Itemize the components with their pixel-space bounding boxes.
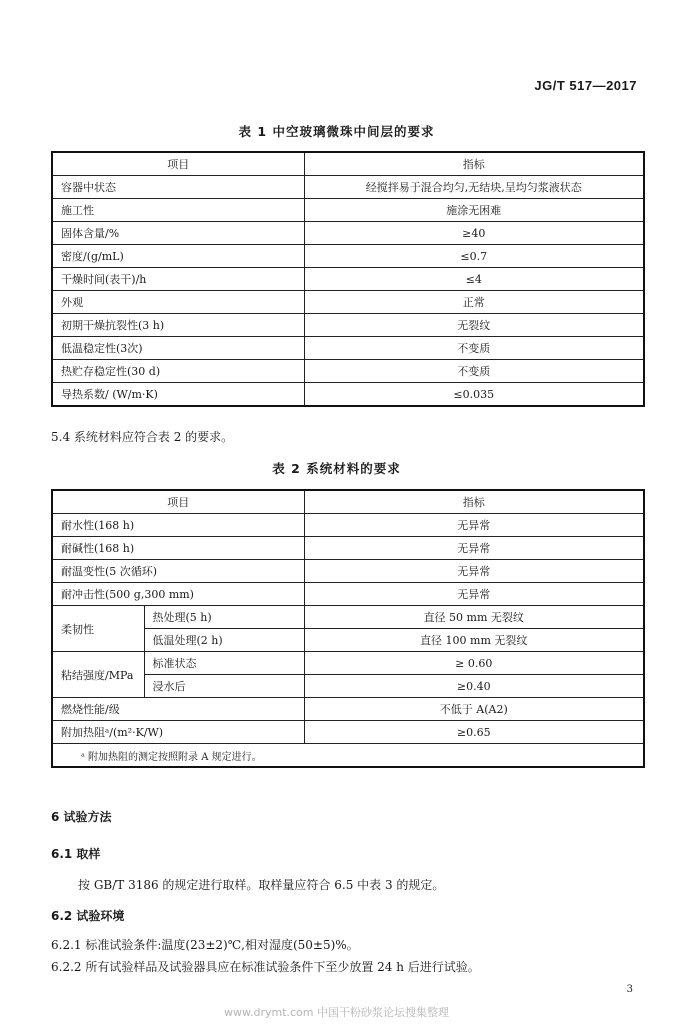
flexibility-label: 柔韧性 — [52, 606, 144, 652]
value-cell: 正常 — [304, 291, 644, 314]
table2-header-item: 项目 — [52, 490, 304, 514]
value-cell: ≥ 0.60 — [304, 652, 644, 675]
value-cell: 施涂无困难 — [304, 199, 644, 222]
value-cell: 无裂纹 — [304, 314, 644, 337]
table-row — [52, 314, 644, 337]
value-cell: 直径 100 mm 无裂纹 — [304, 629, 644, 652]
table1 — [51, 151, 645, 407]
page-number: 3 — [626, 984, 633, 995]
bond-strength-label: 粘结强度/MPa — [52, 652, 144, 698]
watermark-text: www.drymt.com 中国干粉砂浆论坛搜集整理 — [223, 1006, 449, 1019]
value-cell: ≥40 — [304, 222, 644, 245]
sub-item-cell: 标准状态 — [144, 652, 304, 675]
table-row — [52, 199, 644, 222]
value-cell: ≤4 — [304, 268, 644, 291]
table2-header-row — [52, 490, 644, 514]
item-cell: 耐碱性(168 h) — [52, 537, 304, 560]
sub-item-cell: 浸水后 — [144, 675, 304, 698]
table2 — [51, 489, 645, 768]
value-cell: 无异常 — [304, 583, 644, 606]
section-6-title: 6 试验方法 — [51, 810, 112, 824]
item-cell: 热贮存稳定性(30 d) — [52, 360, 304, 383]
item-cell: 燃烧性能/级 — [52, 698, 304, 721]
table1-header-index: 指标 — [304, 152, 644, 176]
sub-item-cell: 低温处理(2 h) — [144, 629, 304, 652]
table-row — [52, 698, 644, 721]
sub-item-cell: 热处理(5 h) — [144, 606, 304, 629]
value-cell: 直径 50 mm 无裂纹 — [304, 606, 644, 629]
value-cell: 不变质 — [304, 337, 644, 360]
value-cell: 无异常 — [304, 560, 644, 583]
table-row — [52, 514, 644, 537]
item-cell: 密度/(g/mL) — [52, 245, 304, 268]
table-row — [52, 383, 644, 407]
table-row — [52, 245, 644, 268]
section-6-1-title: 6.1 取样 — [51, 847, 101, 861]
table-row — [52, 721, 644, 744]
item-cell: 施工性 — [52, 199, 304, 222]
item-cell: 耐水性(168 h) — [52, 514, 304, 537]
table1-title: 表 1 中空玻璃微珠中间层的要求 — [238, 124, 435, 139]
standard-code: JG/T 517—2017 — [534, 78, 637, 93]
item-cell: 附加热阻ᵃ/(m²·K/W) — [52, 721, 304, 744]
item-cell: 干燥时间(表干)/h — [52, 268, 304, 291]
table2-title: 表 2 系统材料的要求 — [272, 461, 401, 476]
item-cell: 耐温变性(5 次循环) — [52, 560, 304, 583]
table1-header-item: 项目 — [52, 152, 304, 176]
table-row — [52, 606, 644, 629]
item-cell: 低温稳定性(3次) — [52, 337, 304, 360]
item-cell: 容器中状态 — [52, 176, 304, 199]
table2-footnote-row — [52, 744, 644, 768]
item-cell: 外观 — [52, 291, 304, 314]
table-row — [52, 268, 644, 291]
table2-header-index: 指标 — [304, 490, 644, 514]
table-row — [52, 291, 644, 314]
clause-5-4: 5.4 系统材料应符合表 2 的要求。 — [51, 430, 234, 444]
value-cell: ≥0.65 — [304, 721, 644, 744]
value-cell: 无异常 — [304, 537, 644, 560]
value-cell: 不低于 A(A2) — [304, 698, 644, 721]
table-row — [52, 583, 644, 606]
value-cell: ≤0.035 — [304, 383, 644, 407]
section-6-2-2: 6.2.2 所有试验样品及试验器具应在标准试验条件下至少放置 24 h 后进行试验。 — [51, 960, 480, 974]
item-cell: 固体含量/% — [52, 222, 304, 245]
item-cell: 初期干燥抗裂性(3 h) — [52, 314, 304, 337]
value-cell: 经搅拌易于混合均匀,无结块,呈均匀浆液状态 — [304, 176, 644, 199]
table-row — [52, 652, 644, 675]
section-6-2-1: 6.2.1 标准试验条件:温度(23±2)℃,相对湿度(50±5)%。 — [51, 938, 359, 952]
table-row — [52, 360, 644, 383]
value-cell: ≥0.40 — [304, 675, 644, 698]
table-row — [52, 537, 644, 560]
table-row — [52, 222, 644, 245]
value-cell: ≤0.7 — [304, 245, 644, 268]
table1-header-row — [52, 152, 644, 176]
table2-footnote: ᵃ 附加热阻的测定按照附录 A 规定进行。 — [52, 744, 644, 768]
table-row — [52, 176, 644, 199]
table-row — [52, 337, 644, 360]
item-cell: 导热系数/ (W/m·K) — [52, 383, 304, 407]
section-6-2-title: 6.2 试验环境 — [51, 909, 125, 923]
value-cell: 无异常 — [304, 514, 644, 537]
item-cell: 耐冲击性(500 g,300 mm) — [52, 583, 304, 606]
table-row — [52, 560, 644, 583]
section-6-1-text: 按 GB/T 3186 的规定进行取样。取样量应符合 6.5 中表 3 的规定。 — [78, 878, 445, 892]
value-cell: 不变质 — [304, 360, 644, 383]
